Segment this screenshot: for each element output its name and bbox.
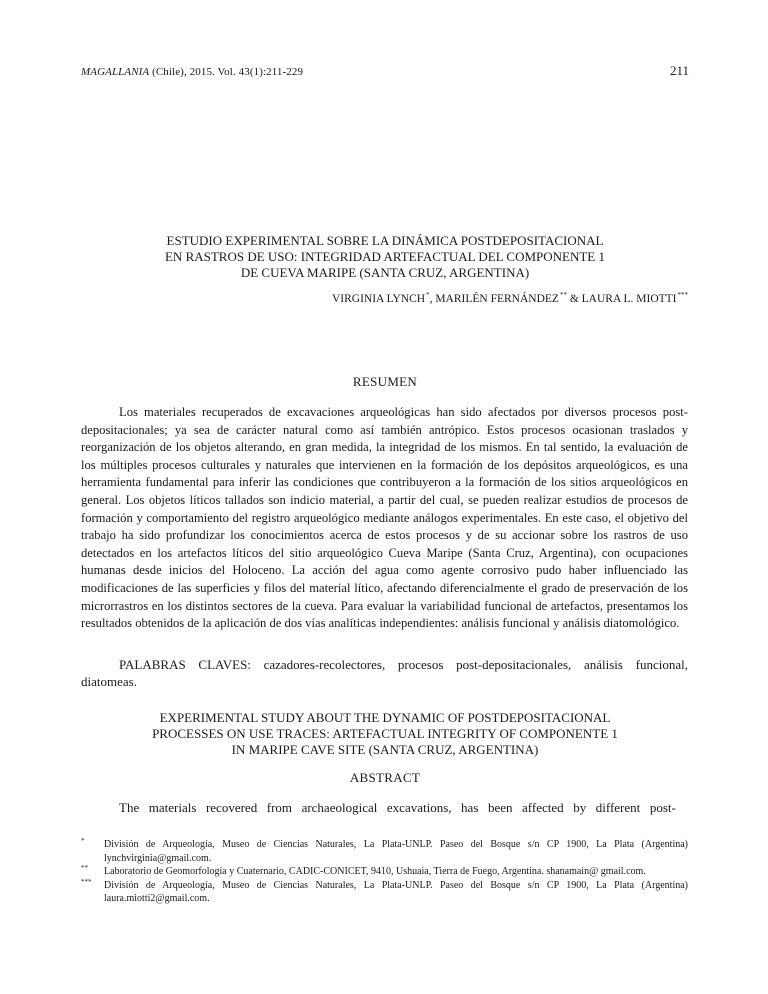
journal-details: (Chile), 2015. Vol. 43(1):211-229 — [149, 66, 304, 78]
affiliation-mark: ** — [559, 291, 567, 299]
abstract-heading: ABSTRACT — [349, 770, 421, 785]
keywords-text: : cazadores-recolectores, procesos post-depositacionales, análisis funcional, diatomeas. — [81, 657, 688, 689]
footnote-mark: ** — [81, 864, 88, 872]
title-line: DE CUEVA MARIPE (SANTA CRUZ, ARGENTINA) — [240, 265, 530, 280]
footnotes — [81, 838, 688, 906]
title-line: ESTUDIO EXPERIMENTAL SOBRE LA DINÁMICA POSTDEPOSITACIONAL — [166, 233, 604, 248]
keywords — [81, 656, 688, 690]
title-line: PROCESSES ON USE TRACES: ARTEFACTUAL INTEGRITY OF COMPONENTE 1 — [152, 726, 618, 741]
journal-citation — [81, 66, 303, 78]
resumen-heading: RESUMEN — [352, 374, 418, 389]
title-english — [82, 710, 688, 758]
title-line: IN MARIPE CAVE SITE (SANTA CRUZ, ARGENTINA) — [231, 742, 539, 757]
footnote-text: División de Arqueología, Museo de Ciencias Naturales, La Plata-UNLP. Paseo del Bosque s/n CP 1900, La Plata (Argentina) laura.miotti2@gmail.com. — [104, 879, 688, 904]
footnote-text: División de Arqueología, Museo de Ciencias Naturales, La Plata-UNLP. Paseo del Bosque s/n CP 1900, La Plata (Argentina) lynchvirginia@gmail.com. — [104, 839, 688, 864]
author-name: & LAURA L. MIOTTI — [566, 293, 677, 305]
footnote — [81, 879, 688, 906]
abstract-text: The materials recovered from archaeological excavations, has been affected by different post- — [119, 800, 676, 815]
author-name: , MARILÉN FERNÁNDEZ — [429, 293, 559, 305]
footnote-mark: *** — [81, 877, 92, 886]
resumen-text: Los materiales recuperados de excavaciones arqueológicas han sido afectados por diversos procesos post-depositacionales; ya sea de carácter natural como así también antrópico. Estos procesos ocasionan traslados y reorganización de los objetos alterando, en gran medida, la integridad de los mismos. En tal sentido, la evaluación de los múltiples procesos culturales y naturales que intervienen en la formación de los depósitos arqueológicos, es una herramienta fundamental para inferir las condiciones que contribuyeron a la formación de los sitios arqueológicos en general. Los objetos líticos tallados son indicio material, a partir del cual, se pueden realizar estudios de procesos de formación y comportamiento del registro arqueológico mediante análogos experimentales. En este caso, el objetivo del trabajo ha sido profundizar los conocimientos acerca de estos procesos y de su accionar sobre los rastros de uso detectados en los artefactos líticos del sitio arqueológico Cueva Maripe (Santa Cruz, Argentina), con ocupaciones humanas desde inicios del Holoceno. La acción del agua como agente corrosivo pudo haber influenciado las modificaciones de las superficies y filos del material lítico, afectando diferencialmente el grado de preservación de los microrrastros en los distintos sectores de la cueva. Para evaluar la variabilidad funcional de artefactos, presentamos los resultados obtenidos de la aplicación de dos vías analíticas independientes: análisis funcional y análisis diatomológico. — [81, 405, 688, 631]
authors — [332, 293, 688, 305]
footnote-text: Laboratorio de Geomorfología y Cuaternario, CADIC-CONICET, 9410, Ushuaia, Tierra de Fuego, Argentina. shanamain@ gmail.com. — [104, 866, 646, 877]
author-name: VIRGINIA LYNCH — [331, 293, 426, 305]
footnote-mark: * — [81, 837, 85, 845]
title-line: EXPERIMENTAL STUDY ABOUT THE DYNAMIC OF POSTDEPOSITACIONAL — [159, 710, 611, 725]
title-line: EN RASTROS DE USO: INTEGRIDAD ARTEFACTUAL DEL COMPONENTE 1 — [164, 249, 605, 264]
affiliation-mark: * — [426, 291, 430, 299]
affiliation-mark: *** — [677, 291, 688, 299]
page-number: 211 — [669, 63, 689, 78]
footnote — [81, 838, 688, 865]
title-spanish — [82, 233, 688, 281]
journal-name: MAGALLANIA — [81, 66, 150, 78]
footnote — [81, 865, 688, 879]
keywords-label: PALABRAS CLAVES — [119, 657, 248, 672]
